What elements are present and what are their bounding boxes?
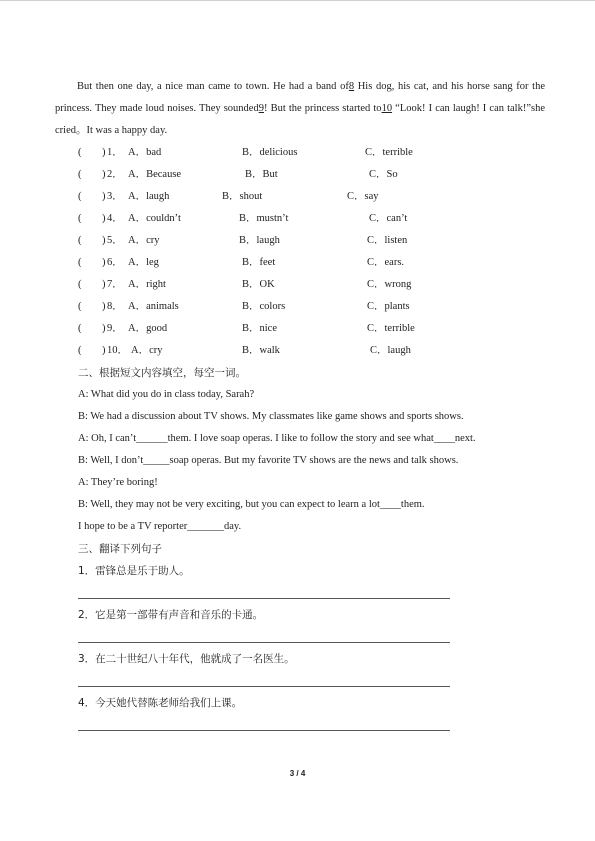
option-c: C．can’t <box>369 213 408 224</box>
translation-item-1: 1．雷锋总是乐于助人。 <box>78 565 190 577</box>
answer-paren-close: ) <box>102 213 106 224</box>
translation-item-4: 4．今天她代替陈老师给我们上课。 <box>78 697 243 709</box>
question-1 <box>78 142 548 164</box>
question-number: 8． <box>107 301 123 312</box>
blank-10: 10 <box>381 103 393 114</box>
option-c: C．terrible <box>367 323 415 334</box>
answer-paren-open[interactable]: ( <box>78 213 82 224</box>
option-b: B．OK <box>242 279 275 290</box>
question-8 <box>78 296 548 318</box>
answer-paren-close: ) <box>102 345 106 356</box>
question-number: 3． <box>107 191 123 202</box>
option-a: A．cry <box>131 345 163 356</box>
passage-text: But then one day, a nice man came to town. He had a band of <box>77 81 349 92</box>
question-number: 10． <box>107 345 128 356</box>
answer-line-3[interactable] <box>78 686 450 687</box>
question-3 <box>78 186 548 208</box>
dialogue-line[interactable]: I hope to be a TV reporter_______day. <box>78 521 242 532</box>
page-number: 3 / 4 <box>289 769 306 778</box>
dialogue-line[interactable]: A: Oh, I can’t______them. I love soap operas. I like to follow the story and see what____next. <box>78 433 476 444</box>
question-9 <box>78 318 548 340</box>
answer-line-4[interactable] <box>78 730 450 731</box>
question-10 <box>78 340 548 362</box>
question-number: 5． <box>107 235 123 246</box>
answer-paren-open[interactable]: ( <box>78 345 82 356</box>
passage-text: “Look! I can laugh! I can talk!”she cried。It was a happy day. <box>55 103 545 136</box>
translation-item-3: 3．在二十世纪八十年代，他就成了一名医生。 <box>78 653 295 665</box>
question-2 <box>78 164 548 186</box>
option-b: B．laugh <box>239 235 280 246</box>
answer-paren-close: ) <box>102 169 106 180</box>
translation-item-2: 2．它是第一部带有声音和音乐的卡通。 <box>78 609 264 621</box>
answer-paren-open[interactable]: ( <box>78 235 82 246</box>
question-number: 2． <box>107 169 123 180</box>
section-3-title: 三、翻译下列句子 <box>78 543 162 555</box>
option-c: C．wrong <box>367 279 412 290</box>
question-4 <box>78 208 548 230</box>
passage-text: His dog, his cat, and his horse sang for the princess. They made loud noises. They sounded <box>55 81 545 114</box>
option-b: B．mustn’t <box>239 213 289 224</box>
option-c: C．ears. <box>367 257 405 268</box>
question-number: 1． <box>107 147 123 158</box>
answer-paren-open[interactable]: ( <box>78 169 82 180</box>
option-b: B．delicious <box>242 147 298 158</box>
option-c: C．say <box>347 191 379 202</box>
option-b: B．But <box>245 169 278 180</box>
question-5 <box>78 230 548 252</box>
option-a: A．laugh <box>128 191 170 202</box>
option-a: A．good <box>128 323 168 334</box>
answer-paren-close: ) <box>102 301 106 312</box>
answer-paren-open[interactable]: ( <box>78 323 82 334</box>
question-number: 7． <box>107 279 123 290</box>
answer-paren-close: ) <box>102 147 106 158</box>
option-b: B．feet <box>242 257 276 268</box>
answer-paren-close: ) <box>102 235 106 246</box>
option-a: A．right <box>128 279 166 290</box>
option-c: C．laugh <box>370 345 411 356</box>
option-c: C．plants <box>367 301 410 312</box>
option-a: A．leg <box>128 257 159 268</box>
answer-paren-open[interactable]: ( <box>78 147 82 158</box>
question-number: 9． <box>107 323 123 334</box>
question-7 <box>78 274 548 296</box>
passage-paragraph <box>55 76 545 142</box>
dialogue-line: A: They’re boring! <box>78 477 158 488</box>
answer-paren-open[interactable]: ( <box>78 191 82 202</box>
option-c: C．listen <box>367 235 408 246</box>
top-rule <box>0 0 595 1</box>
option-a: A．cry <box>128 235 160 246</box>
option-a: A．couldn’t <box>128 213 181 224</box>
option-c: C．So <box>369 169 398 180</box>
option-b: B．nice <box>242 323 277 334</box>
answer-paren-close: ) <box>102 257 106 268</box>
answer-line-2[interactable] <box>78 642 450 643</box>
blank-9: 9 <box>258 103 264 114</box>
question-6 <box>78 252 548 274</box>
option-b: B．walk <box>242 345 280 356</box>
question-number: 6． <box>107 257 123 268</box>
question-number: 4． <box>107 213 123 224</box>
answer-paren-open[interactable]: ( <box>78 301 82 312</box>
dialogue-line[interactable]: B: Well, they may not be very exciting, but you can expect to learn a lot____them. <box>78 499 425 510</box>
option-a: A．animals <box>128 301 179 312</box>
option-a: A．Because <box>128 169 182 180</box>
answer-line-1[interactable] <box>78 598 450 599</box>
answer-paren-open[interactable]: ( <box>78 279 82 290</box>
dialogue-line[interactable]: B: Well, I don’t_____soap operas. But my favorite TV shows are the news and talk shows. <box>78 455 459 466</box>
option-b: B．shout <box>222 191 263 202</box>
option-c: C．terrible <box>365 147 413 158</box>
option-a: A．bad <box>128 147 162 158</box>
dialogue-line: B: We had a discussion about TV shows. My classmates like game shows and sports shows. <box>78 411 464 422</box>
dialogue-line: A: What did you do in class today, Sarah? <box>78 389 255 400</box>
option-b: B．colors <box>242 301 286 312</box>
section-2-title: 二、根据短文内容填空，每空一词。 <box>78 367 246 379</box>
blank-8: 8 <box>348 81 355 92</box>
answer-paren-close: ) <box>102 323 106 334</box>
answer-paren-close: ) <box>102 191 106 202</box>
answer-paren-open[interactable]: ( <box>78 257 82 268</box>
passage-text: ! But the princess started to <box>263 103 382 114</box>
answer-paren-close: ) <box>102 279 106 290</box>
